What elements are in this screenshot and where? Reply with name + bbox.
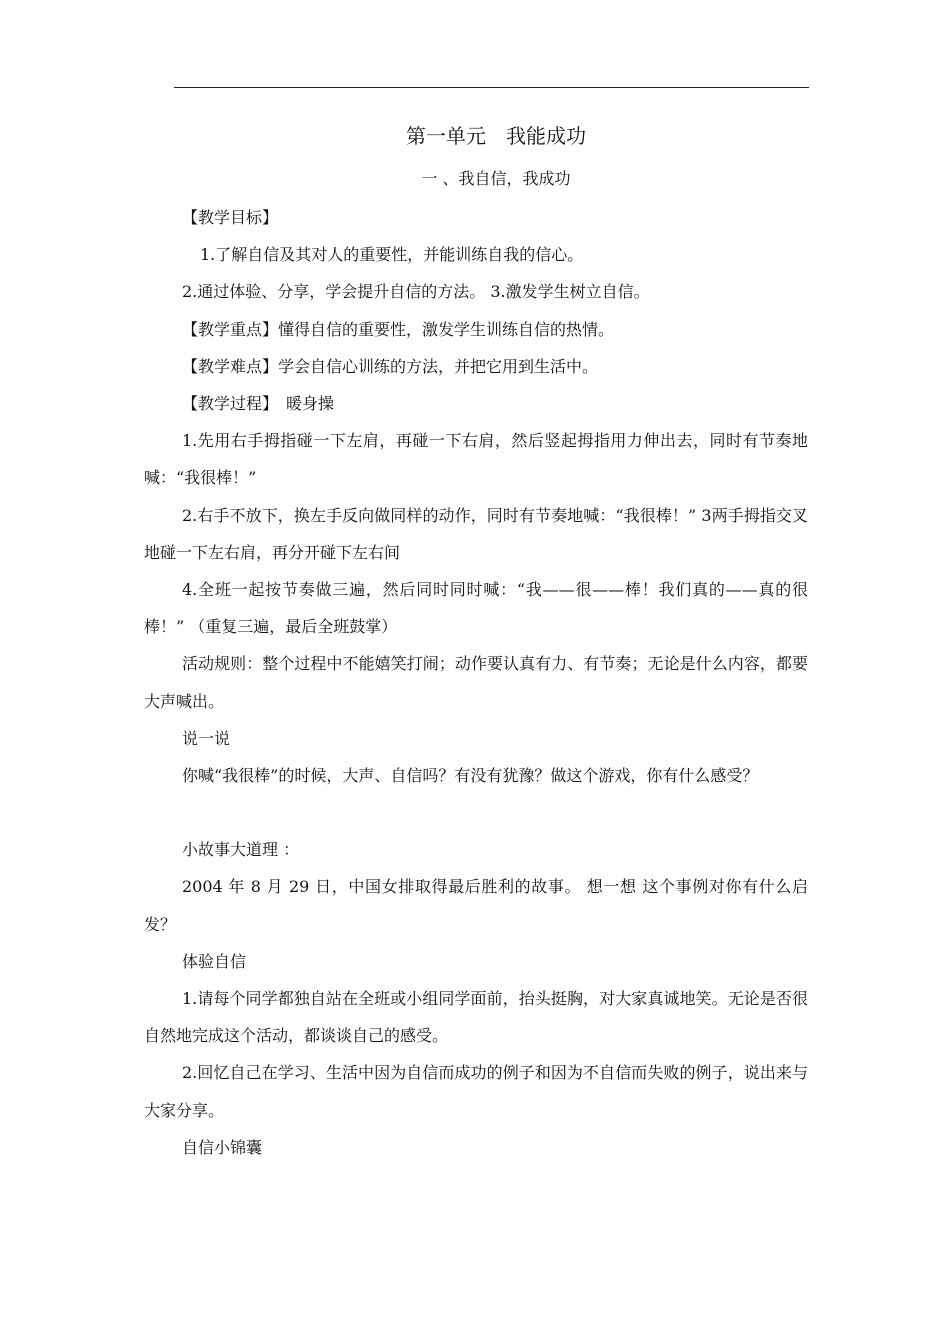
section-key-points: 【教学重点】懂得自信的重要性，激发学生训练自信的热情。 (182, 319, 615, 339)
discuss-question: 你喊“我很棒”的时候，大声、自信吗？有没有犹豫？做这个游戏，你有什么感受？ (182, 766, 759, 786)
warmup-step-4: 4.全班一起按节奏做三遍，然后同时同时喊：“我——很——棒！我们真的——真的很棒！” （重复三遍，最后全班鼓掌） (144, 580, 808, 637)
header-rule (174, 87, 809, 88)
experience-item-1: 1.请每个同学都独自站在全班或小组同学面前，抬头挺胸，对大家真诚地笑。无论是否很自然地完成这个活动，都谈谈自己的感受。 (144, 989, 808, 1046)
section-process: 【教学过程】 暖身操 (182, 394, 335, 414)
blank-line (144, 794, 808, 831)
heading-story: 小故事大道理 ： (182, 840, 300, 860)
goal-item-2-3: 2.通过体验、分享，学会提升自信的方法。 3.激发学生树立自信。 (182, 282, 650, 302)
heading-discuss: 说一说 (182, 728, 231, 748)
experience-item-2: 2.回忆自己在学习、生活中因为自信而成功的例子和因为不自信而失败的例子，说出来与大家分享。 (144, 1063, 808, 1120)
section-difficulties: 【教学难点】学会自信心训练的方法，并把它用到生活中。 (182, 356, 599, 376)
story-text: 2004 年 8 月 29 日，中国女排取得最后胜利的故事。 想一想 这个事例对你有什么启发？ (144, 877, 808, 934)
lesson-subtitle: 一 、我自信，我成功 (421, 169, 571, 188)
activity-rules: 活动规则：整个过程中不能嬉笑打闹；动作要认真有力、有节奏；无论是什么内容，都要大声喊出。 (144, 654, 808, 711)
warmup-step-1: 1.先用右手拇指碰一下左肩，再碰一下右肩，然后竖起拇指用力伸出去，同时有节奏地喊：“我很棒！” (144, 431, 808, 488)
section-teaching-goals: 【教学目标】 (182, 208, 279, 227)
heading-tips: 自信小锦囊 (182, 1137, 263, 1157)
heading-experience: 体验自信 (182, 951, 247, 971)
document-body (144, 115, 808, 1166)
unit-title: 第一单元 我能成功 (406, 124, 586, 148)
warmup-step-2-3: 2.右手不放下，换左手反向做同样的动作，同时有节奏地喊：“我很棒！” 3两手拇指交叉地碰一下左右肩，再分开碰下左右间 (144, 505, 808, 562)
goal-item-1: 1.了解自信及其对人的重要性，并能训练自我的信心。 (200, 245, 584, 265)
